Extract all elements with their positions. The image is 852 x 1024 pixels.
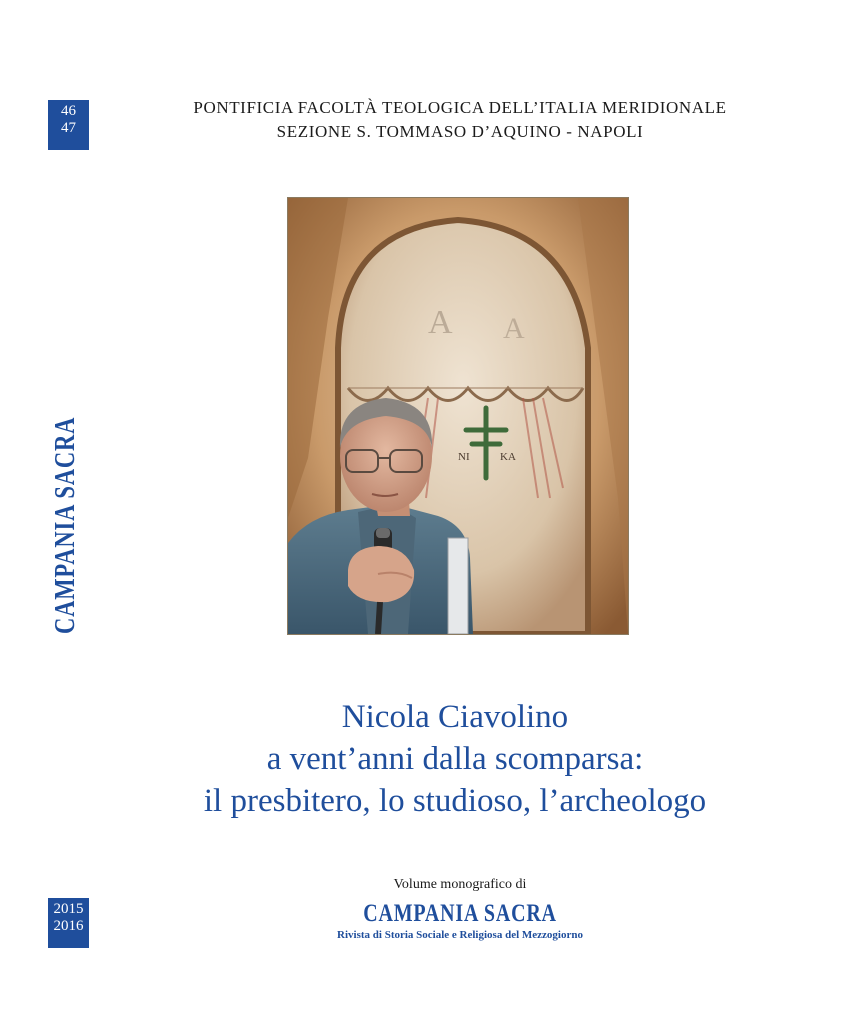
svg-text:A: A — [503, 312, 525, 345]
monograph-label: Volume monografico di — [393, 877, 527, 892]
fresco-letters-right: KA — [500, 451, 516, 463]
cover-photo-illustration — [288, 198, 628, 634]
journal-subtitle: Rivista di Storia Sociale e Religiosa del Mezzogiorno — [337, 929, 583, 941]
institution-name: PONTIFICIA FACOLTÀ TEOLOGICA DELL’ITALIA MERIDIONALE — [193, 98, 727, 117]
fresco-letters-left: NI — [458, 451, 470, 463]
cover-photo — [287, 197, 629, 635]
institution-header — [150, 96, 770, 144]
year-first: 2015 — [53, 901, 84, 917]
book-title-line-3: il presbitero, lo studioso, l’archeologo — [203, 783, 707, 819]
journal-block — [290, 876, 630, 942]
spine-title: CAMPANIA SACRA — [49, 416, 81, 634]
institution-section: SEZIONE S. TOMMASO D’AQUINO - NAPOLI — [276, 122, 644, 141]
year-second: 2016 — [53, 918, 84, 934]
journal-name: CAMPANIA SACRA — [363, 900, 557, 927]
issue-number-badge — [48, 100, 89, 150]
issue-number-second: 47 — [61, 120, 76, 136]
issue-number-first: 46 — [61, 103, 76, 119]
book-title — [120, 696, 790, 822]
svg-text:A: A — [428, 304, 453, 341]
year-badge — [48, 898, 89, 948]
book-title-line-1: Nicola Ciavolino — [341, 699, 569, 735]
book-title-line-2: a vent’anni dalla scomparsa: — [266, 741, 644, 777]
